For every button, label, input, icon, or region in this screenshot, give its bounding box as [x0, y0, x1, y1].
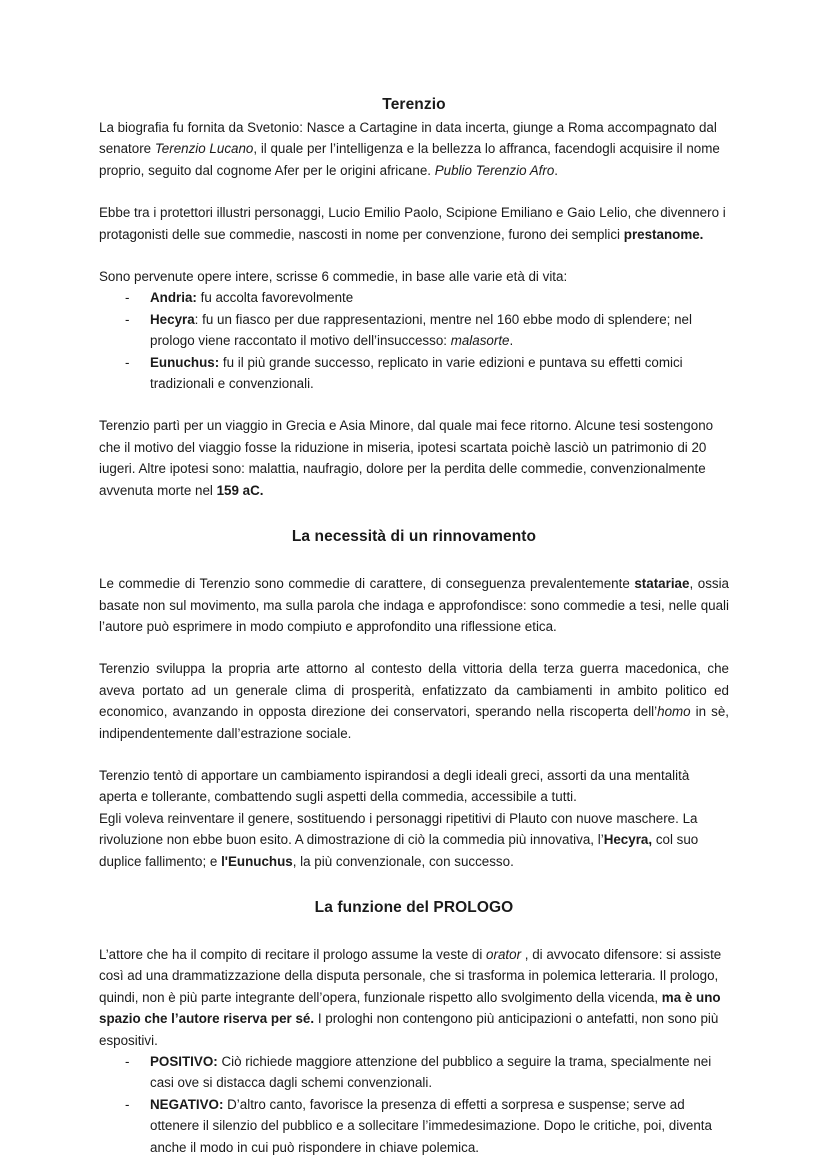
text-run: col suo duplice fallimento; e [99, 832, 699, 869]
list-item-term: Andria: [150, 290, 197, 306]
text-run: Egli voleva reinventare il genere, sostituendo i personaggi ripetitivi di Plauto con nuove maschere. La rivoluzione non ebbe buon esito. A dimostrazione di ciò la commedia più innovativa, l’ [99, 810, 698, 848]
text-run: , ossia basate non sul movimento, ma sulla parola che indaga e approfondisce: sono commedie a tesi, nelle quali l’autore può esprimere in modo compiuto e approfondito una riflessione etica. [99, 576, 730, 634]
strong-prestanome: prestanome. [623, 226, 704, 242]
paragraph-rivoluzione [99, 808, 729, 872]
text-run: , la più convenzionale, con successo. [292, 853, 514, 869]
text-run: in sè, indipendentemente dall’estrazione sociale. [99, 704, 729, 741]
strong-leunuchus: l'Eunuchus [221, 853, 293, 869]
dash-bullet-icon: - [125, 311, 130, 327]
paragraph-gap [99, 394, 729, 415]
paragraph-opere-intro: Sono pervenute opere intere, scrisse 6 commedie, in base alle varie età di vita: [99, 269, 568, 285]
commedie-list [99, 287, 729, 394]
emphasis-malasorte: malasorte [450, 333, 510, 349]
list-item-term: Hecyra [150, 311, 195, 327]
list-item [99, 1051, 729, 1094]
section-gap [99, 501, 729, 528]
document-body [99, 96, 729, 1158]
section-gap [99, 872, 729, 899]
paragraph-cambiamento [99, 765, 729, 808]
paragraph-gap [99, 637, 729, 658]
section-heading-rinnovamento: La necessità di un rinnovamento [291, 528, 537, 546]
text-run: La biografia fu fornita da Svetonio: Nasce a Cartagine in data incerta, giunge a Roma accompagnato dal senatore [99, 120, 717, 157]
heading-gap [99, 917, 729, 944]
list-item [99, 309, 729, 352]
emphasis-terenzio-lucano: Terenzio Lucano [154, 141, 254, 157]
paragraph-gap [99, 744, 729, 765]
text-run: Terenzio sviluppa la propria arte attorno al contesto della vittoria della terza guerra macedonica, che aveva portato ad un generale clima di prosperità, enfatizzato da cambiamenti in ambito politico ed economico, avanzando in opposta direzione dei conservatori, sperando nella riscoperta dell’ [99, 661, 729, 720]
paragraph-orator [99, 944, 729, 1051]
text-run: Terenzio tentò di apportare un cambiamento ispirandosi a degli ideali greci, assorti da una mentalità aperta e tollerante, combattendo sugli aspetti della commedia, accessibile a tutti. [99, 767, 690, 805]
text-run: . [554, 162, 559, 178]
dash-bullet-icon: - [125, 290, 130, 306]
list-item-text: fu il più grande successo, replicato in varie edizioni e puntava su effetti comici tradizionali e convenzionali. [150, 354, 683, 392]
list-item-term: POSITIVO: [150, 1054, 218, 1069]
text-run: , di avvocato difensore: si assiste così ad una drammatizzazione della disputa personale, che si trasforma in polemica letteraria. Il prologo, quindi, non è più parte integrante dell’opera, funzionale rispetto allo svolgimento della vicenda, [99, 946, 722, 1005]
list-item-term-punct: : [194, 311, 199, 327]
paragraph-macedonica [99, 658, 729, 744]
strong-statariae: statariae [634, 576, 690, 592]
text-run: L’attore che ha il compito di recitare il prologo assume la veste di [99, 946, 487, 962]
dash-bullet-icon: - [125, 1096, 130, 1112]
text-run: , il quale per l’intelligenza e la bellezza lo affranca, facendogli acquisire il nome proprio, seguito dal cognome Afer per le origini africane. [99, 141, 720, 178]
strong-spazio-autore: ma è uno spazio che l’autore riserva per sé. [99, 989, 721, 1027]
list-item-term: Eunuchus: [150, 354, 220, 370]
text-run: Terenzio partì per un viaggio in Grecia e Asia Minore, dal quale mai fece ritorno. Alcune tesi sostengono che il motivo del viaggio fosse la riduzione in miseria, ipotesi scartata poichè lasciò un patrimonio di 20 iugeri. Altre ipotesi sono: malattia, naufragio, dolore per la perdita delle commedie, convenzionalmente avvenuta morte nel [99, 418, 714, 498]
emphasis-homo: homo [657, 704, 691, 720]
section-heading-prologo: La funzione del PROLOGO [314, 898, 514, 916]
list-item [99, 1094, 729, 1158]
list-item-text: fu accolta favorevolmente [196, 290, 354, 306]
text-run: Le commedie di Terenzio sono commedie di carattere, di conseguenza prevalentemente [99, 576, 635, 592]
dash-bullet-icon: - [125, 1054, 130, 1069]
text-run: Ebbe tra i protettori illustri personaggi, Lucio Emilio Paolo, Scipione Emiliano e Gaio Lelio, che divennero i protagonisti delle sue commedie, nascosti in nome per convenzione, furono dei semplici [99, 205, 726, 242]
paragraph-statariae [99, 573, 729, 637]
paragraph-biografia-1 [99, 117, 729, 181]
list-item-text: D’altro canto, favorisce la presenza di effetti a sorpresa e suspense; serve ad ottenere il silenzio del pubblico e a sollecitare l’immedesimazione. Dopo le critiche, poi, diventa anche il modo in cui può rispondere in chiave polemica. [150, 1096, 712, 1155]
strong-hecyra: Hecyra, [603, 832, 653, 848]
list-item [99, 352, 729, 395]
paragraph-gap [99, 245, 729, 266]
list-item-text: fu un fiasco per due rappresentazioni, mentre nel 160 ebbe modo di splendere; nel prologo viene raccontato il motivo dell’insuccesso: [150, 311, 692, 349]
strong-159-ac: 159 aC. [216, 482, 264, 498]
list-item-text-tail: . [509, 333, 514, 349]
paragraph-protettori [99, 202, 729, 245]
list-item-term: NEGATIVO: [150, 1096, 224, 1112]
prologo-effetti-list [99, 1051, 729, 1158]
paragraph-viaggio [99, 415, 729, 501]
page-title: Terenzio [382, 96, 446, 113]
emphasis-orator: orator [486, 946, 522, 962]
heading-gap [99, 546, 729, 573]
text-run: I prologhi non contengono più anticipazioni o antefatti, non sono più espositivi. [99, 1011, 719, 1048]
emphasis-publio-terenzio-afro: Publio Terenzio Afro [434, 162, 555, 178]
list-item-text: Ciò richiede maggiore attenzione del pubblico a seguire la trama, specialmente nei casi ove si distacca dagli schemi convenzionali. [150, 1054, 712, 1091]
list-item [99, 287, 729, 308]
paragraph-gap [99, 181, 729, 202]
dash-bullet-icon: - [125, 354, 130, 370]
